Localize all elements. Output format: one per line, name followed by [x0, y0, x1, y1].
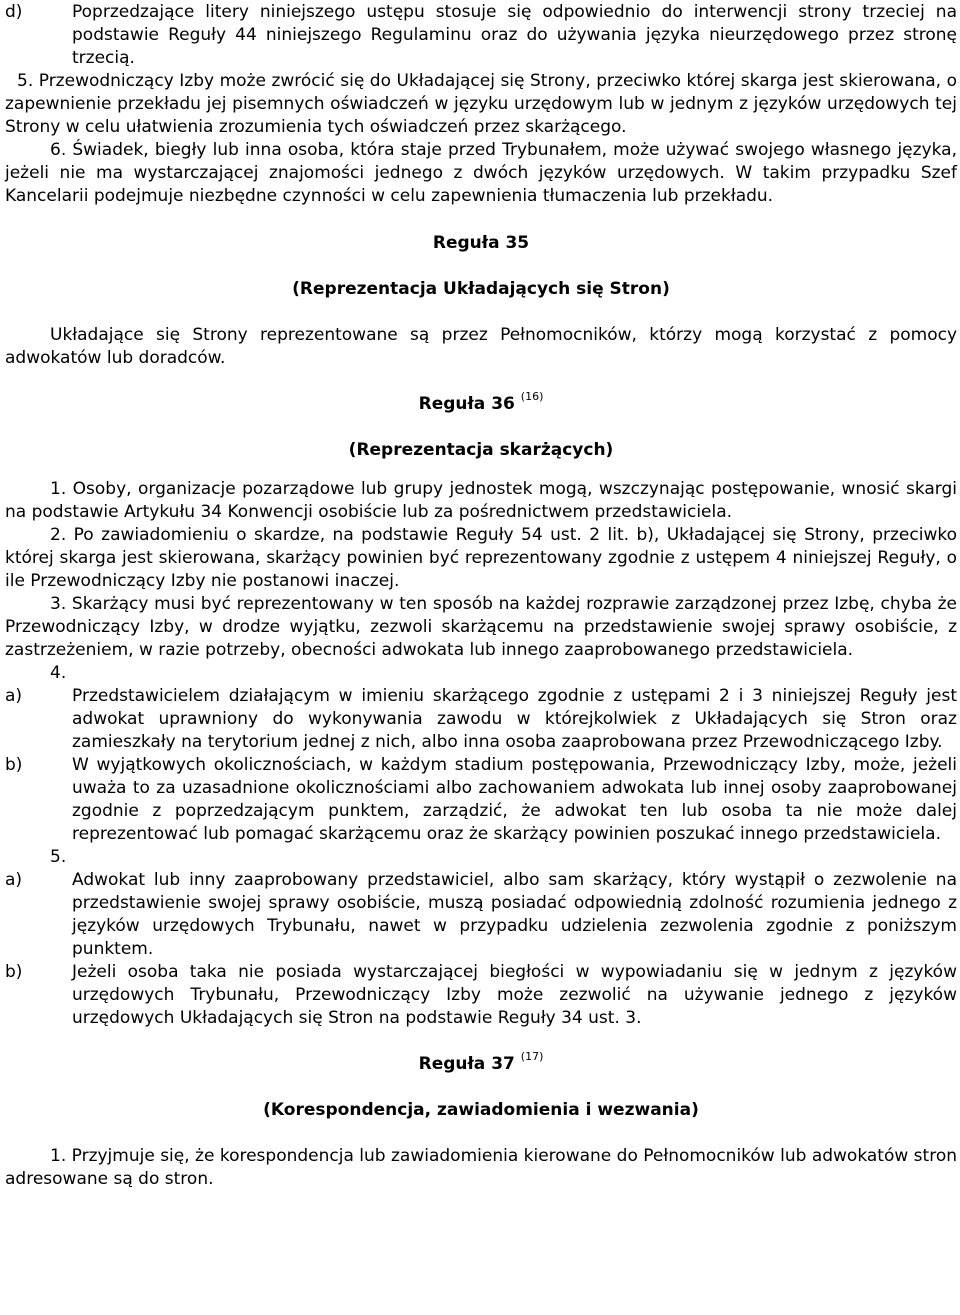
paragraph-text: Jeżeli osoba taka nie posiada wystarczającej biegłości w wypowiadaniu się w jednym z języków urzędowych Trybunału, Przewodniczący Izby może zezwolić na używanie jednego z języków urzędowych Układających się Stron na podstawie Reguły 34 ust. 3.: [72, 962, 957, 1028]
rule-36-paragraph-2: 2. Po zawiadomieniu o skardze, na podstawie Reguły 54 ust. 2 lit. b), Układającej się Strony, przeciwko której skarga jest skierowana, skarżący powinien być reprezentowany zgodnie z ustępem 4 niniejszej Reguły, o ile Przewodniczący Izby nie postanowi inaczej.: [5, 525, 957, 591]
rule-36-paragraph-5b: [5, 961, 957, 1030]
paragraph-text: Adwokat lub inny zaaprobowany przedstawiciel, albo sam skarżący, który wystąpił o zezwolenie na przedstawienie swojej sprawy osobiście, muszą posiadać odpowiednią zdolność rozumienia jednego z języków urzędowych Trybunału, nawet w przypadku udzielenia zezwolenia zgodnie z poniższym punktem.: [72, 870, 957, 959]
rule-37-paragraph-1: 1. Przyjmuje się, że korespondencja lub zawiadomienia kierowane do Pełnomocników lub adwokatów stron adresowane są do stron.: [5, 1146, 957, 1189]
rule-36-paragraph-5a: [5, 869, 957, 961]
rule-36-heading: Reguła 36 $^{(16)}$: [418, 390, 544, 414]
footnote-ref: (16): [520, 390, 544, 403]
rule-35-subheading: (Reprezentacja Układających się Stron): [292, 279, 670, 299]
footnote-ref: (17): [520, 1050, 544, 1063]
rule-36-paragraph-3: 3. Skarżący musi być reprezentowany w ten sposób na każdej rozprawie zarządzonej przez Izbę, chyba że Przewodniczący Izby, w drodze wyjątku, zezwoli skarżącemu na przedstawienie swojej sprawy osobiście, z zastrzeżeniem, w razie potrzeby, obecności adwokata lub innego zaaprobowanego przedstawiciela.: [5, 594, 957, 660]
list-marker: a): [5, 870, 23, 890]
paragraph-text: Przedstawicielem działającym w imieniu skarżącego zgodnie z ustępami 2 i 3 niniejszej Reguły jest adwokat uprawniony do wykonywania zawodu w którejkolwiek z Układających się Stron oraz zamieszkały na terytorium jednej z nich, albo inna osoba zaaprobowana przez Przewodniczącego Izby.: [72, 686, 957, 752]
paragraph-5: 5. Przewodniczący Izby może zwrócić się do Układającej się Strony, przeciwko której skarga jest skierowana, o zapewnienie przekładu jej pisemnych oświadczeń w języku urzędowym lub w jednym z języków urzędowych tej Strony w celu ułatwienia zrozumienia tych oświadczeń przez skarżącego.: [5, 71, 957, 137]
rule-37-heading: Reguła 37 $^{(17)}$: [418, 1050, 544, 1074]
paragraph-text: Poprzedzające litery niniejszego ustępu stosuje się odpowiednio do interwencji strony trzeciej na podstawie Reguły 44 niniejszego Regulaminu oraz do używania języka nieurzędowego przez stronę trzecią.: [72, 2, 957, 68]
paragraph-6: 6. Świadek, biegły lub inna osoba, która staje przed Trybunałem, może używać swojego własnego języka, jeżeli nie ma wystarczającej znajomości jednego z dwóch języków urzędowych. W takim przypadku Szef Kancelarii podejmuje niezbędne czynności w celu zapewnienia tłumaczenia lub przekładu.: [5, 140, 957, 206]
rule-35-heading: Reguła 35: [432, 233, 530, 253]
rule-36-paragraph-4a: [5, 685, 957, 754]
rule-37-subheading: (Korespondencja, zawiadomienia i wezwania): [263, 1100, 699, 1120]
document-page: [5, 1, 957, 1191]
list-marker: b): [5, 755, 23, 775]
rule-36-paragraph-1: 1. Osoby, organizacje pozarządowe lub grupy jednostek mogą, wszczynając postępowanie, wnosić skargi na podstawie Artykułu 34 Konwencji osobiście lub za pośrednictwem przedstawiciela.: [5, 479, 957, 522]
paragraph-d: [5, 1, 957, 70]
rule-36-paragraph-4-number: 4.: [50, 663, 67, 683]
rule-35-text: Układające się Strony reprezentowane są przez Pełnomocników, którzy mogą korzystać z pomocy adwokatów lub doradców.: [5, 325, 957, 368]
rule-36-paragraph-4b: [5, 754, 957, 846]
paragraph-text: W wyjątkowych okolicznościach, w każdym stadium postępowania, Przewodniczący Izby, może, jeżeli uważa to za uzasadnione okolicznościami albo zachowaniem adwokata lub innej osoby zaaprobowanej zgodnie z poprzedzającym punktem, zarządzić, że adwokat ten lub osoba ta nie może dalej reprezentować lub pomagać skarżącemu oraz że skarżący powinien poszukać innego przedstawiciela.: [72, 755, 957, 844]
rule-36-subheading: (Reprezentacja skarżących): [348, 440, 614, 460]
rule-36-paragraph-5-number: 5.: [50, 847, 67, 867]
list-marker: b): [5, 962, 23, 982]
list-marker: d): [5, 2, 23, 22]
list-marker: a): [5, 686, 23, 706]
